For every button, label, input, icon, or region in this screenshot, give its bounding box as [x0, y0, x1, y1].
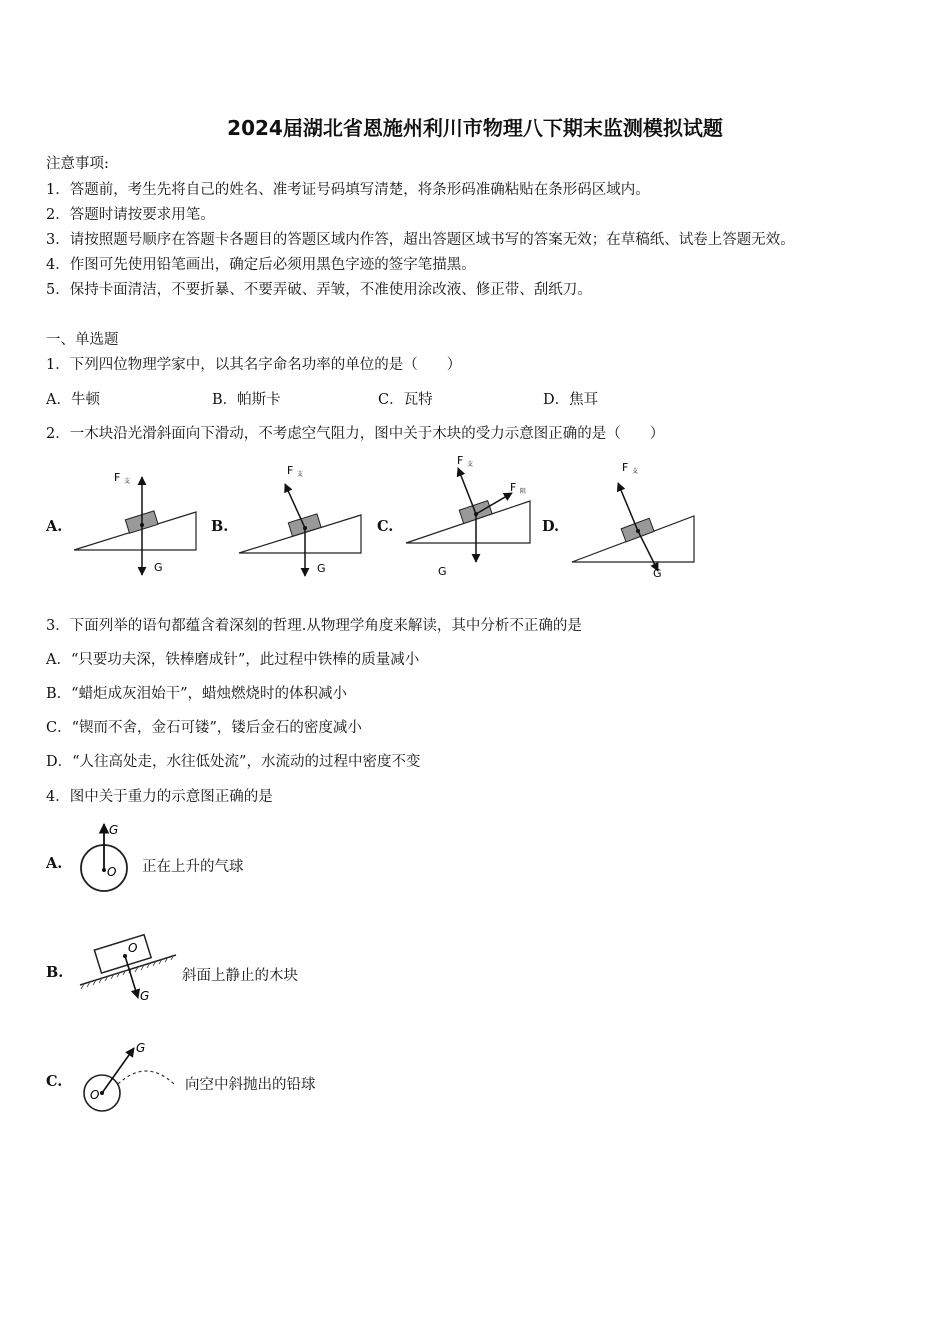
q1-option-c: C．瓦特: [378, 392, 433, 408]
q1-option-d: D．焦耳: [543, 392, 599, 408]
gravity-label: G: [154, 561, 163, 574]
gravity-label: G: [136, 1041, 146, 1055]
q2-label-b: B.: [211, 518, 229, 535]
support-force-label: F: [622, 461, 629, 474]
support-force-label: F: [457, 454, 464, 467]
q4-option-a-text: 正在上升的气球: [142, 859, 244, 875]
support-force-sub: 支: [467, 461, 474, 468]
q4-diagram-c: [78, 1036, 183, 1116]
q1-option-a: A．牛顿: [46, 392, 100, 408]
q4-label-c: C.: [46, 1073, 63, 1090]
notice-item-5: 5．保持卡面清洁，不要折暴、不要弄破、弄皱，不准使用涂改液、修正带、刮纸刀。: [46, 282, 592, 298]
q2-diagram-d: [570, 455, 700, 580]
page-title: 2024届湖北省恩施州利川市物理八下期末监测模拟试题: [227, 116, 723, 140]
q2-diagram-c: [404, 450, 534, 580]
gravity-label: G: [140, 989, 150, 1003]
gravity-label: G: [438, 565, 447, 578]
trajectory: [118, 1071, 174, 1084]
q2-label-d: D.: [542, 518, 560, 535]
center-label: O: [107, 865, 117, 879]
q2-diagram-b: [237, 460, 367, 580]
notice-item-1: 1．答题前，考生先将自己的姓名、准考证号码填写清楚，将条形码准确粘贴在条形码区域内。: [46, 182, 650, 198]
q3-option-a: A．“只要功夫深，铁棒磨成针”，此过程中铁棒的质量减小: [46, 652, 420, 668]
support-force-arrow: [618, 483, 638, 531]
friction-force-sub: 阻: [520, 488, 527, 495]
q1-stem: 1．下列四位物理学家中，以其名字命名功率的单位的是（ ）: [46, 357, 462, 373]
section-heading: 一、单选题: [46, 332, 119, 348]
q4-diagram-a: [76, 818, 136, 898]
q3-option-b: B．“蜡炬成灰泪始干”，蜡烛燃烧时的体积减小: [46, 686, 347, 702]
q2-stem: 2．一木块沿光滑斜面向下滑动，不考虑空气阻力，图中关于木块的受力示意图正确的是（ ）: [46, 426, 665, 442]
notice-item-3: 3．请按照题号顺序在答题卡各题目的答题区域内作答，超出答题区域书写的答案无效；在草稿纸、试卷上答题无效。: [46, 232, 795, 248]
q3-stem: 3．下面列举的语句都蕴含着深刻的哲理.从物理学角度来解读，其中分析不正确的是: [46, 618, 582, 634]
q2-diagram-a: [72, 465, 202, 580]
q4-option-c-text: 向空中斜抛出的铅球: [185, 1077, 316, 1093]
q3-option-d: D．“人往高处走，水往低处流”，水流动的过程中密度不变: [46, 754, 421, 770]
q2-label-c: C.: [377, 518, 394, 535]
q2-label-a: A.: [46, 518, 63, 535]
center-label: O: [90, 1088, 100, 1102]
notice-heading: 注意事项:: [46, 156, 109, 172]
friction-force-label: F: [510, 481, 517, 494]
q4-label-a: A.: [46, 855, 63, 872]
gravity-arrow: [638, 531, 658, 571]
support-force-label: F: [114, 471, 121, 484]
support-force-sub: 支: [297, 471, 304, 478]
center-label: O: [128, 941, 138, 955]
q4-diagram-b: [78, 930, 183, 1005]
support-force-sub: 支: [632, 468, 639, 475]
gravity-label: G: [109, 823, 119, 837]
notice-item-4: 4．作图可先使用铅笔画出，确定后必须用黑色字迹的签字笔描黑。: [46, 257, 476, 273]
q4-option-b-text: 斜面上静止的木块: [182, 968, 298, 984]
q1-option-b: B．帕斯卡: [212, 392, 281, 408]
q4-stem: 4．图中关于重力的示意图正确的是: [46, 789, 273, 805]
gravity-label: G: [317, 562, 326, 575]
gravity-label: G: [653, 567, 662, 580]
q3-option-c: C．“锲而不舍，金石可镂”，镂后金石的密度减小: [46, 720, 362, 736]
support-force-label: F: [287, 464, 294, 477]
q4-label-b: B.: [46, 964, 64, 981]
notice-item-2: 2．答题时请按要求用笔。: [46, 207, 215, 223]
support-force-sub: 支: [124, 478, 131, 485]
